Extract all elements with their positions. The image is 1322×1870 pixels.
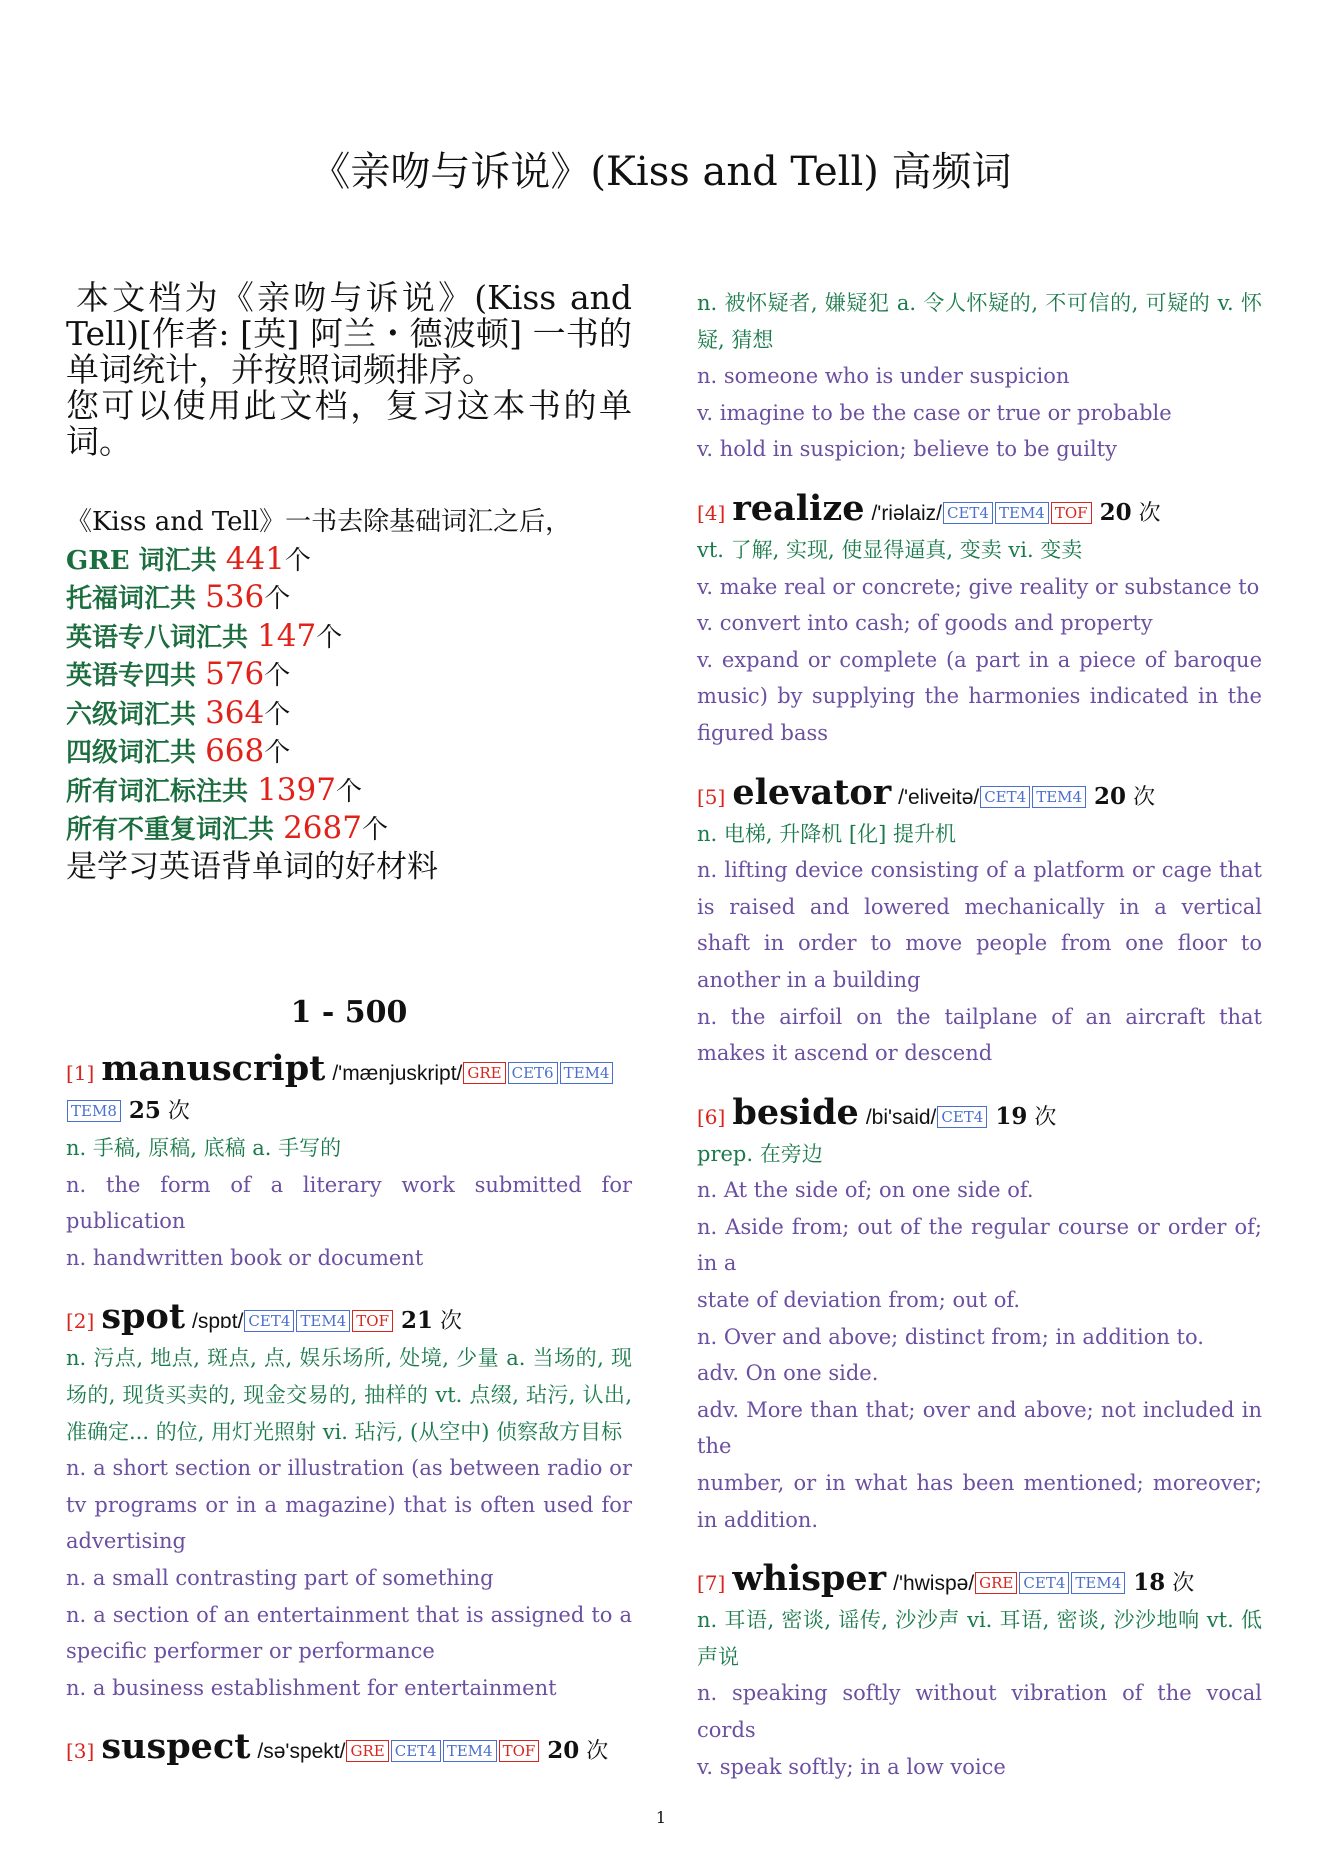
entry-chinese-definition: vt. 了解, 实现, 使显得逼真, 变卖 vi. 变卖 — [697, 537, 1083, 562]
stats-number: 364 — [205, 694, 265, 731]
stats-number: 668 — [205, 733, 265, 769]
entry-frequency: 20 — [1099, 498, 1132, 526]
stats-unit: 个 — [284, 545, 311, 576]
level-tag-badge: TEM8 — [67, 1100, 121, 1122]
entry-english-definition: v. make real or concrete; give reality or substance to — [697, 574, 1260, 599]
stats-row — [66, 772, 632, 811]
entry-phonetic: /bi'said/ — [865, 1105, 937, 1129]
intro-paragraph — [66, 280, 632, 460]
level-tag-badge: CET4 — [937, 1106, 987, 1128]
entry-english-definition: n. a small contrasting part of something — [66, 1565, 494, 1590]
stats-unit: 个 — [264, 584, 291, 614]
entry-frequency: 19 — [995, 1102, 1028, 1130]
entry-index: [4] — [697, 500, 726, 525]
entry-frequency: 21 — [400, 1307, 433, 1335]
stats-row — [66, 810, 632, 849]
stats-row — [66, 656, 632, 695]
stats-label: 四级词汇共 — [66, 738, 206, 768]
entry-english-definition: n. a section of an entertainment that is assigned to a specific performer or performance — [66, 1602, 632, 1664]
entry-english-definition: v. hold in suspicion; believe to be guilty — [697, 437, 1117, 462]
entry-phonetic: /spɒt/ — [192, 1310, 244, 1334]
frequency-unit: 次 — [1172, 1571, 1195, 1597]
entry-word: suspect — [101, 1726, 251, 1768]
entry-chinese-definition: prep. 在旁边 — [697, 1141, 823, 1166]
level-tag-badge: TEM4 — [560, 1062, 614, 1084]
level-tag-badge: TEM4 — [443, 1740, 497, 1762]
entry-word: realize — [732, 487, 865, 529]
entry-chinese-definition: n. 耳语, 密谈, 谣传, 沙沙声 vi. 耳语, 密谈, 沙沙地响 vt. 低声说 — [697, 1608, 1262, 1669]
entry-english-definition: n. handwritten book or document — [66, 1245, 424, 1270]
level-tag-badge: GRE — [463, 1062, 505, 1084]
entry-frequency: 25 — [128, 1097, 161, 1124]
entry-frequency: 20 — [547, 1737, 580, 1765]
entry-index: [6] — [697, 1104, 726, 1129]
word-entry — [697, 771, 1262, 1072]
frequency-unit: 次 — [167, 1099, 190, 1124]
entry-phonetic: /'mænjuskript/ — [332, 1062, 463, 1085]
entry-english-definition: n. the form of a literary work submitted for publication — [66, 1172, 632, 1234]
entry-word: whisper — [732, 1558, 887, 1600]
level-tag-badge: GRE — [346, 1740, 388, 1762]
entry-phonetic: /'riəlaiz/ — [871, 501, 942, 525]
frequency-unit: 次 — [1133, 784, 1156, 810]
level-tag-badge: TOF — [499, 1740, 540, 1762]
entry-english-definition: n. a business establishment for entertainment — [66, 1675, 557, 1700]
stats-row — [66, 541, 632, 580]
stats-number: 147 — [257, 617, 317, 654]
stats-unit: 个 — [264, 699, 291, 730]
document-title: 《亲吻与诉说》(Kiss and Tell) 高频词 — [310, 149, 1012, 195]
word-entry — [66, 1728, 632, 1770]
entries-left — [66, 1050, 632, 1770]
stats-row — [66, 733, 632, 772]
entry-index: [7] — [697, 1571, 726, 1596]
page-number: 1 — [655, 1808, 667, 1827]
intro-line-2: 您可以使用此文档，复习这本书的单词。 — [66, 386, 632, 461]
entry-english-definition: n. the airfoil on the tailplane of an aircraft that makes it ascend or descend — [697, 1004, 1262, 1066]
word-entry — [697, 1560, 1262, 1785]
level-tag-badge: TOF — [1051, 502, 1092, 524]
stats-number: 536 — [205, 579, 265, 615]
stats-label: 英语专八词汇共 — [66, 622, 258, 653]
stats-number: 2687 — [283, 810, 362, 846]
entry-index: [5] — [697, 784, 726, 809]
stats-number: 441 — [225, 540, 285, 577]
entry-english-definition: n. speaking softly without vibration of the vocal cords — [697, 1681, 1262, 1742]
stats-label: 英语专四共 — [66, 661, 206, 691]
level-tag-badge: CET4 — [1019, 1572, 1069, 1594]
entry-english-definition: state of deviation from; out of. — [697, 1288, 1021, 1313]
frequency-unit: 次 — [440, 1309, 463, 1335]
entry-english-definition: n. At the side of; on one side of. — [697, 1178, 1034, 1203]
entry-header — [697, 487, 1262, 532]
entry-english-definition: v. imagine to be the case or true or probable — [697, 400, 1172, 425]
entry-word: spot — [101, 1296, 186, 1338]
stats-label: 托福词汇共 — [66, 584, 206, 614]
level-tag-badge: GRE — [975, 1572, 1017, 1594]
level-tag-badge: TEM4 — [995, 502, 1049, 524]
entries-right — [697, 285, 1262, 1785]
entry-chinese-definition: n. 污点, 地点, 斑点, 点, 娱乐场所, 处境, 少量 a. 当场的, 现场的, 现货买卖的, 现金交易的, 抽样的 vt. 点缀, 玷污, 认出, 准确定... 的位, 用灯光照射 vi. 玷污, (从空中) 侦察敌方目标 — [66, 1346, 632, 1444]
entry-phonetic: /sə'spekt/ — [257, 1740, 346, 1764]
stats-unit: 个 — [361, 815, 388, 845]
stats-unit: 个 — [264, 661, 291, 691]
stats-label: GRE 词汇共 — [66, 545, 226, 576]
entry-english-definition: n. a short section or illustration (as between radio or tv programs or in a magazine) that is often used for advertising — [66, 1456, 632, 1554]
stats-label: 所有词汇标注共 — [66, 776, 258, 807]
level-tag-badge: TEM4 — [1071, 1572, 1125, 1594]
left-column — [66, 280, 632, 1770]
word-entry — [697, 487, 1262, 752]
entry-english-definition: adv. On one side. — [697, 1361, 879, 1386]
entry-chinese-definition: n. 手稿, 原稿, 底稿 a. 手写的 — [66, 1136, 342, 1160]
level-tag-badge: CET4 — [391, 1740, 441, 1762]
stats-unit: 个 — [335, 776, 362, 807]
frequency-unit: 次 — [1138, 500, 1161, 526]
level-tag-badge: TOF — [352, 1310, 393, 1332]
entry-word: beside — [732, 1091, 859, 1133]
level-tag-badge: TEM4 — [296, 1310, 350, 1332]
stats-row — [66, 618, 632, 657]
entry-header — [66, 1728, 632, 1770]
entry-header — [697, 1560, 1262, 1602]
entry-header — [66, 1298, 632, 1340]
level-tag-badge: CET4 — [244, 1310, 294, 1332]
word-entry-continuation — [697, 285, 1262, 468]
entry-index: [1] — [66, 1061, 95, 1085]
entry-english-definition: n. Aside from; out of the regular course or order of; in a — [697, 1214, 1262, 1276]
stats-rows — [66, 541, 632, 849]
word-entry — [66, 1050, 632, 1276]
entry-english-definition: n. lifting device consisting of a platform or cage that is raised and lowered mechanically in a vertical shaft in order to move people from one floor to another in a building — [697, 858, 1262, 992]
entry-phonetic: /'hwispə/ — [893, 1572, 975, 1596]
entry-english-definition: v. convert into cash; of goods and property — [697, 611, 1153, 636]
frequency-unit: 次 — [586, 1739, 609, 1765]
stats-unit: 个 — [264, 738, 291, 768]
entry-header — [697, 1091, 1262, 1136]
frequency-unit: 次 — [1034, 1104, 1057, 1130]
level-tag-badge: CET4 — [943, 502, 993, 524]
entry-frequency: 20 — [1094, 782, 1127, 810]
entry-english-definition: n. someone who is under suspicion — [697, 364, 1070, 389]
vocabulary-stats — [66, 504, 632, 885]
word-entry — [66, 1298, 632, 1706]
stats-label: 所有不重复词汇共 — [66, 815, 284, 845]
level-tag-badge: TEM4 — [1032, 786, 1086, 808]
range-heading: 1 - 500 — [290, 995, 408, 1030]
level-tag-badge: CET4 — [980, 786, 1030, 808]
stats-row — [66, 695, 632, 734]
entry-english-definition: number, or in what has been mentioned; moreover; in addition. — [697, 1471, 1262, 1532]
word-entry — [697, 1091, 1262, 1539]
entry-index: [3] — [66, 1739, 95, 1764]
entry-frequency: 18 — [1133, 1569, 1166, 1597]
stats-closing: 是学习英语背单词的好材料 — [66, 848, 438, 885]
stats-row — [66, 579, 632, 618]
entry-word: elevator — [732, 771, 892, 813]
entry-english-definition: adv. More than that; over and above; not included in the — [697, 1397, 1262, 1459]
stats-unit: 个 — [316, 622, 343, 653]
entry-english-definition: n. Over and above; distinct from; in addition to. — [697, 1324, 1204, 1349]
level-tag-badge: CET6 — [508, 1062, 558, 1084]
entry-phonetic: /'eliveitə/ — [898, 785, 980, 809]
entry-index: [2] — [66, 1309, 95, 1334]
stats-label: 六级词汇共 — [66, 699, 206, 730]
entry-english-definition: v. speak softly; in a low voice — [697, 1754, 1006, 1779]
stats-lead: 《Kiss and Tell》一书去除基础词汇之后， — [66, 507, 572, 537]
entry-chinese-definition: n. 电梯, 升降机 [化] 提升机 — [697, 821, 956, 846]
entry-chinese-definition: n. 被怀疑者, 嫌疑犯 a. 令人怀疑的, 不可信的, 可疑的 v. 怀疑, 猜想 — [697, 291, 1262, 352]
entry-word: manuscript — [101, 1048, 326, 1089]
stats-number: 576 — [205, 656, 265, 692]
stats-number: 1397 — [257, 771, 336, 808]
entry-english-definition: v. expand or complete (a part in a piece of baroque music) by supplying the harmonies indicated in the figured bass — [697, 647, 1262, 745]
entry-header — [697, 771, 1262, 816]
right-column — [697, 285, 1262, 1807]
intro-line-1: 本文档为《亲吻与诉说》(Kiss and Tell)[作者: [英] 阿兰・德波顿] 一书的单词统计，并按照词频排序。 — [66, 278, 632, 389]
entry-header — [66, 1050, 632, 1130]
